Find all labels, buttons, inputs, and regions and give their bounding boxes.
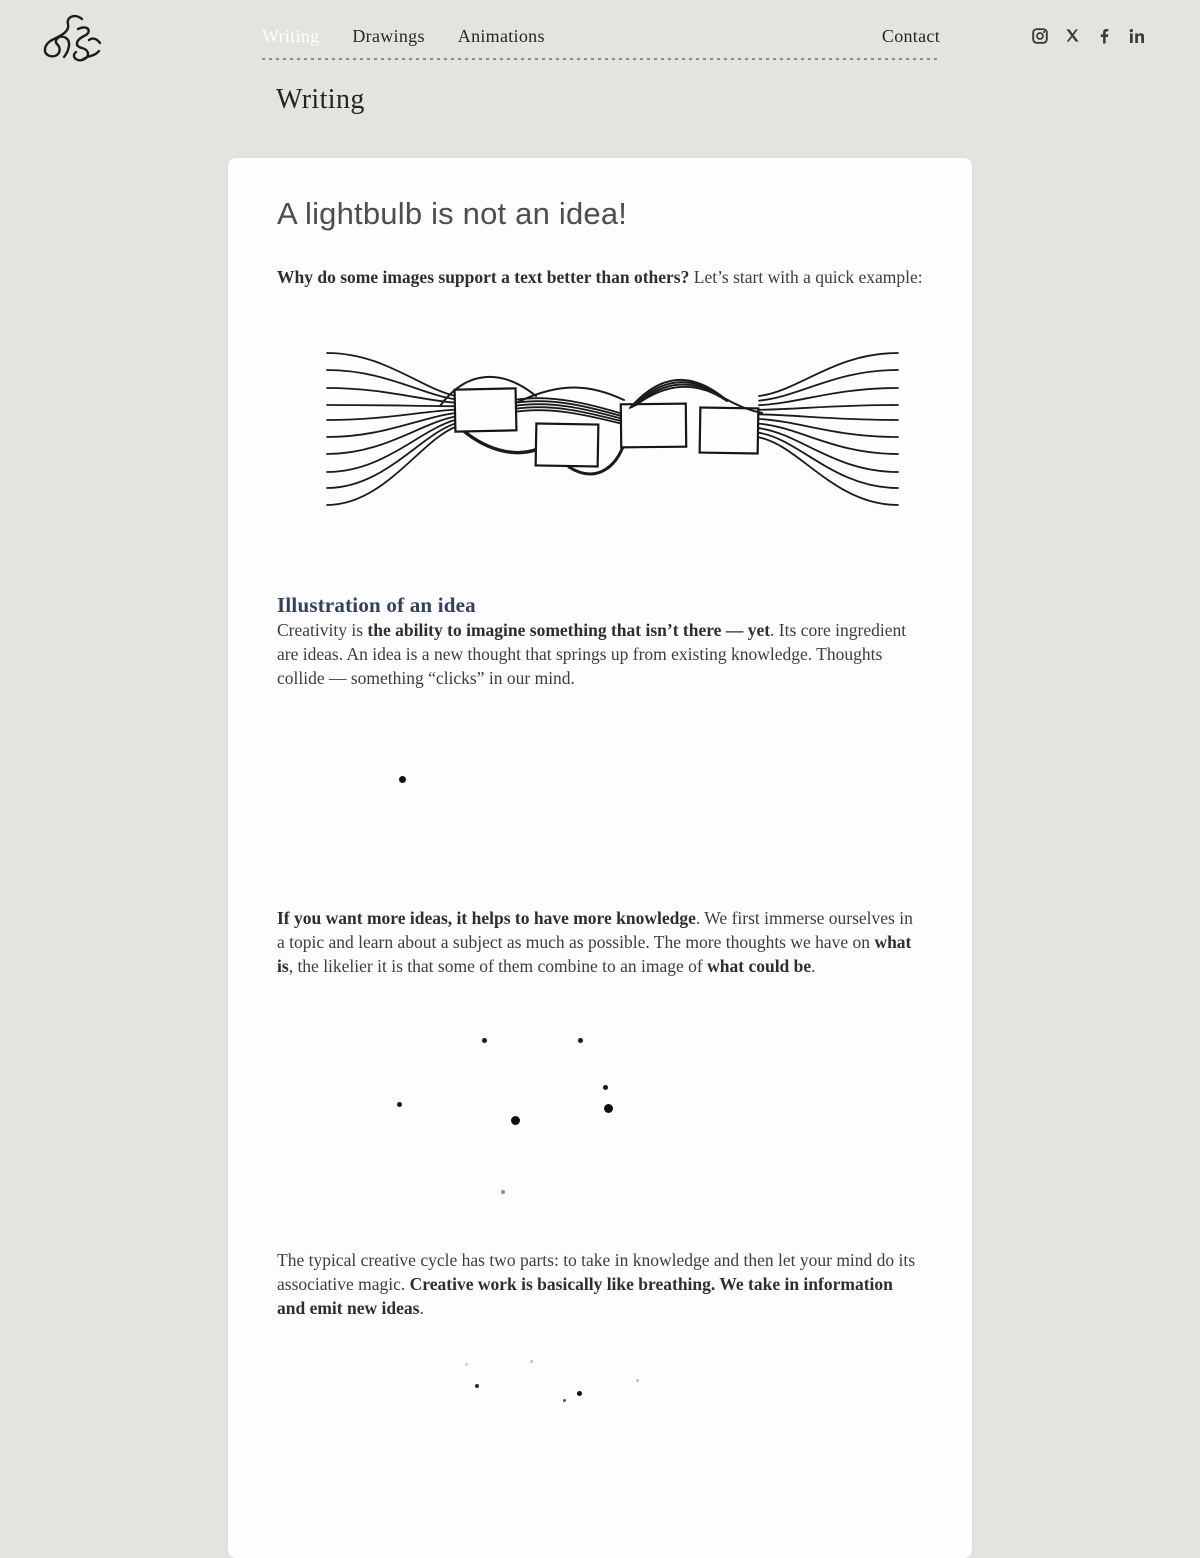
thought-dot [578, 1038, 583, 1043]
thought-dot [636, 1379, 639, 1382]
animation-colliding-thoughts [277, 996, 924, 1246]
thought-dot [530, 1360, 533, 1363]
main-nav [262, 0, 940, 47]
thought-dot [397, 1102, 402, 1107]
article-card [228, 158, 972, 1558]
thought-dot [475, 1384, 479, 1388]
thought-dot [577, 1391, 582, 1396]
nav-item-animations[interactable]: Animations [457, 26, 545, 46]
nav-item-writing[interactable]: Writing [262, 26, 320, 46]
animation-breathing [277, 1331, 924, 1441]
animation-single-thought [277, 701, 924, 906]
nav-item-contact[interactable]: Contact [881, 26, 940, 46]
instagram-icon[interactable] [1032, 28, 1048, 44]
signature-scribble-logo[interactable] [38, 10, 102, 71]
article-title: A lightbulb is not an idea! [277, 196, 628, 231]
thought-dot [465, 1363, 468, 1366]
thought-dot [604, 1104, 613, 1113]
nav-dashed-separator [262, 58, 940, 60]
thought-dot [482, 1038, 487, 1043]
paragraph-cycle: The typical creative cycle has two parts: to take in knowledge and then let your mind do its associative magic. Creative work is basically like breathing. We take in information and emit new ideas. [277, 1250, 916, 1319]
thought-dot [501, 1190, 505, 1194]
linkedin-icon[interactable] [1129, 28, 1145, 44]
top-navigation [262, 0, 940, 60]
nav-item-drawings[interactable]: Drawings [352, 26, 425, 46]
section-heading: Illustration of an idea [277, 593, 476, 618]
converging-lines-drawing [322, 344, 902, 514]
thought-dot [563, 1399, 566, 1402]
social-links [1032, 28, 1145, 44]
signature-logo-drawing [38, 10, 102, 66]
thought-dot [399, 776, 406, 783]
paragraph-intro: Why do some images support a text better than others? Let’s start with a quick example: [277, 267, 923, 288]
x-icon[interactable] [1065, 28, 1080, 44]
paragraph-creativity: Creativity is the ability to imagine something that isn’t there — yet. Its core ingredient are ideas. An idea is a new thought that springs up from existing knowledge. Thoughts collide — something “clicks” in our mind. [277, 620, 907, 689]
facebook-icon[interactable] [1097, 28, 1112, 44]
page-title: Writing [276, 84, 365, 115]
thought-dot [511, 1116, 520, 1125]
idea-lines-illustration [322, 344, 902, 514]
paragraph-knowledge: If you want more ideas, it helps to have more knowledge. We first immerse ourselves in a topic and learn about a subject as much as possible. The more thoughts we have on what is, the likelier it is that some of them combine to an image of what could be. [277, 908, 913, 977]
thought-dot [603, 1085, 608, 1090]
